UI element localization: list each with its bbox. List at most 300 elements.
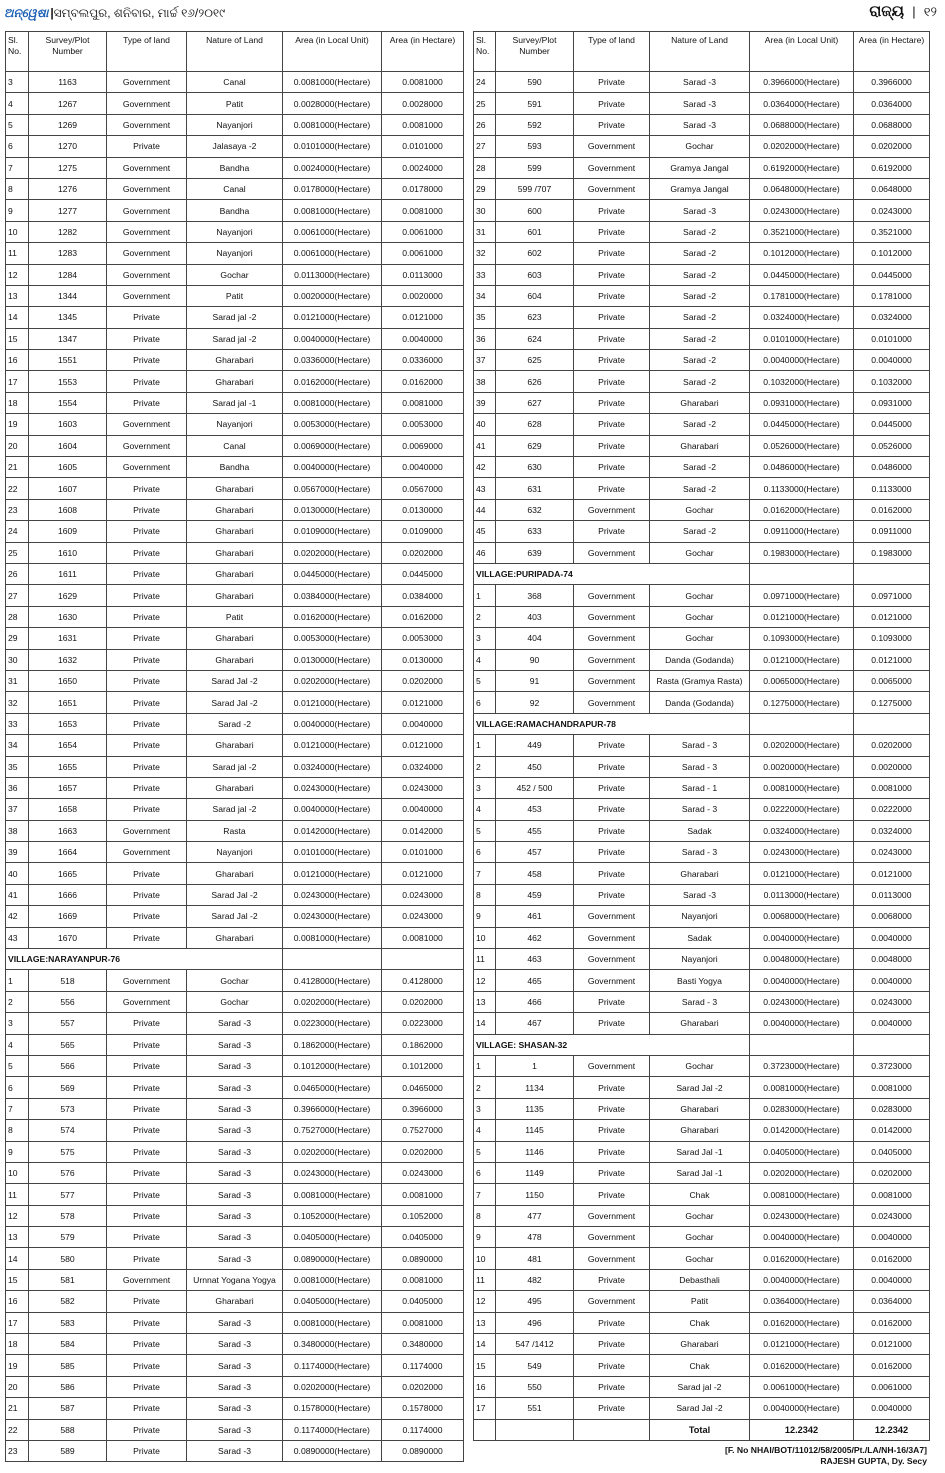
area-local-cell: 0.0065000(Hectare) (750, 670, 854, 691)
table-row (474, 136, 930, 157)
land-type-cell: Private (574, 756, 650, 777)
area-local-cell: 0.0931000(Hectare) (750, 392, 854, 413)
land-type-cell: Private (574, 200, 650, 221)
land-nature-cell: Danda (Godanda) (650, 649, 750, 670)
right-column (473, 31, 929, 1441)
area-local-cell: 0.0113000(Hectare) (283, 264, 382, 285)
area-local-cell: 0.0405000(Hectare) (283, 1291, 382, 1312)
plot-number-cell: 633 (496, 521, 574, 542)
sl-no-cell: 36 (474, 328, 496, 349)
area-hectare-cell: 0.0202000 (382, 670, 464, 691)
area-local-cell: 0.0121000(Hectare) (283, 692, 382, 713)
land-type-cell: Private (107, 136, 187, 157)
land-type-cell: Private (574, 1334, 650, 1355)
area-hectare-cell: 0.0364000 (854, 93, 930, 114)
table-row (474, 72, 930, 93)
land-nature-cell: Sarad -2 (650, 414, 750, 435)
sl-no-cell: 11 (6, 243, 29, 264)
plot-number-cell: 92 (496, 692, 574, 713)
sl-no-cell: 34 (474, 285, 496, 306)
area-hectare-cell: 0.0040000 (382, 713, 464, 734)
sl-no-cell: 3 (6, 72, 29, 93)
table-row (6, 1334, 464, 1355)
plot-number-cell: 1653 (29, 713, 107, 734)
header-area-hectare: Area (in Hectare) (382, 32, 464, 72)
sl-no-cell: 6 (474, 1162, 496, 1183)
land-nature-cell: Sarad -3 (187, 1184, 283, 1205)
land-type-cell: Private (107, 756, 187, 777)
sl-no-cell: 2 (474, 1077, 496, 1098)
land-nature-cell: Patit (187, 606, 283, 627)
table-row (6, 1055, 464, 1076)
sl-no-cell: 32 (6, 692, 29, 713)
land-nature-cell: Gharabari (650, 392, 750, 413)
area-local-cell: 0.4128000(Hectare) (283, 970, 382, 991)
land-nature-cell: Gharabari (187, 563, 283, 584)
plot-number-cell: 1603 (29, 414, 107, 435)
area-local-cell: 0.0081000(Hectare) (283, 1269, 382, 1290)
land-nature-cell: Sarad - 3 (650, 735, 750, 756)
area-local-cell: 0.1174000(Hectare) (283, 1419, 382, 1440)
area-hectare-cell: 0.0178000 (382, 178, 464, 199)
area-local-cell: 0.0202000(Hectare) (283, 991, 382, 1012)
area-local-cell: 0.1174000(Hectare) (283, 1355, 382, 1376)
area-local-cell: 0.0283000(Hectare) (750, 1098, 854, 1119)
sl-no-cell: 42 (6, 906, 29, 927)
table-row (474, 328, 930, 349)
area-local-cell: 0.0202000(Hectare) (750, 136, 854, 157)
table-row (6, 692, 464, 713)
table-row (474, 1205, 930, 1226)
area-hectare-cell: 0.1093000 (854, 628, 930, 649)
land-type-cell: Private (107, 628, 187, 649)
page-number-separator: | (912, 4, 916, 19)
land-type-cell: Government (107, 991, 187, 1012)
sl-no-cell: 27 (474, 136, 496, 157)
plot-number-cell: 518 (29, 970, 107, 991)
sl-no-cell: 11 (474, 1269, 496, 1290)
sl-no-cell: 41 (474, 435, 496, 456)
table-row (6, 756, 464, 777)
sl-no-cell: 10 (6, 1162, 29, 1183)
sl-no-cell: 10 (474, 927, 496, 948)
table-row (6, 478, 464, 499)
table-row (474, 285, 930, 306)
area-hectare-cell: 0.0162000 (382, 606, 464, 627)
area-hectare-cell: 0.0162000 (854, 1312, 930, 1333)
land-type-cell: Private (107, 1184, 187, 1205)
area-local-cell: 0.0162000(Hectare) (750, 1248, 854, 1269)
land-type-cell: Private (107, 927, 187, 948)
sl-no-cell: 42 (474, 457, 496, 478)
area-local-cell: 0.3480000(Hectare) (283, 1334, 382, 1355)
table-body-left (6, 72, 464, 1462)
table-row (6, 200, 464, 221)
land-nature-cell: Sarad -2 (187, 713, 283, 734)
land-nature-cell: Gharabari (187, 478, 283, 499)
land-type-cell: Private (107, 585, 187, 606)
land-nature-cell: Gramya Jangal (650, 157, 750, 178)
land-nature-cell: Gharabari (187, 1291, 283, 1312)
plot-number-cell: 450 (496, 756, 574, 777)
land-type-cell: Private (107, 1205, 187, 1226)
land-type-cell: Government (107, 72, 187, 93)
land-type-cell: Government (574, 136, 650, 157)
table-row (6, 221, 464, 242)
sl-no-cell: 12 (474, 1291, 496, 1312)
table-row (6, 628, 464, 649)
land-type-cell: Private (574, 735, 650, 756)
plot-number-cell: 1135 (496, 1098, 574, 1119)
area-local-cell: 0.0648000(Hectare) (750, 178, 854, 199)
land-type-cell: Private (107, 1312, 187, 1333)
table-row (6, 1248, 464, 1269)
sl-no-cell: 31 (474, 221, 496, 242)
sl-no-cell: 38 (6, 820, 29, 841)
plot-number-cell: 1669 (29, 906, 107, 927)
land-type-cell: Private (107, 1334, 187, 1355)
land-type-cell: Private (107, 1441, 187, 1462)
table-row (474, 1248, 930, 1269)
village-heading-row (474, 563, 930, 584)
land-nature-cell: Nayanjori (650, 906, 750, 927)
area-local-cell: 0.0445000(Hectare) (750, 264, 854, 285)
sl-no-cell: 14 (474, 1334, 496, 1355)
land-nature-cell: Urnnat Yogana Yogya (187, 1269, 283, 1290)
land-type-cell: Private (574, 1120, 650, 1141)
area-hectare-cell: 0.0081000 (382, 114, 464, 135)
land-type-cell: Private (574, 243, 650, 264)
area-local-cell: 0.0202000(Hectare) (750, 735, 854, 756)
land-type-cell: Private (107, 777, 187, 798)
land-nature-cell: Gharabari (187, 521, 283, 542)
sl-no-cell: 9 (474, 1227, 496, 1248)
area-local-cell: 0.0465000(Hectare) (283, 1077, 382, 1098)
sl-no-cell: 5 (474, 820, 496, 841)
plot-number-cell: 624 (496, 328, 574, 349)
land-nature-cell: Gharabari (650, 1334, 750, 1355)
land-nature-cell: Nayanjori (187, 842, 283, 863)
area-hectare-cell: 0.0364000 (854, 1291, 930, 1312)
land-type-cell: Government (107, 221, 187, 242)
land-nature-cell: Gochar (650, 1055, 750, 1076)
area-hectare-cell: 0.0040000 (382, 799, 464, 820)
land-nature-cell: Sarad -3 (187, 1141, 283, 1162)
table-row (6, 585, 464, 606)
area-hectare-cell: 0.4128000 (382, 970, 464, 991)
land-nature-cell: Chak (650, 1312, 750, 1333)
land-type-cell: Government (107, 457, 187, 478)
land-nature-cell: Sarad -3 (187, 1077, 283, 1098)
sl-no-cell: 10 (6, 221, 29, 242)
land-nature-cell: Gochar (650, 499, 750, 520)
sl-no-cell: 3 (474, 777, 496, 798)
area-local-cell: 0.0364000(Hectare) (750, 93, 854, 114)
empty-cell (574, 1419, 650, 1440)
land-type-cell: Private (574, 93, 650, 114)
plot-number-cell: 573 (29, 1098, 107, 1119)
area-hectare-cell: 0.0081000 (382, 1312, 464, 1333)
plot-number-cell: 551 (496, 1398, 574, 1419)
land-nature-cell: Nayanjori (187, 221, 283, 242)
land-nature-cell: Patit (187, 93, 283, 114)
land-type-cell: Government (107, 178, 187, 199)
land-type-cell: Private (574, 285, 650, 306)
area-hectare-cell: 0.0405000 (382, 1227, 464, 1248)
land-type-cell: Government (574, 1227, 650, 1248)
header-nature-of-land: Nature of Land (187, 32, 283, 72)
land-type-cell: Private (107, 1419, 187, 1440)
area-local-cell: 0.0202000(Hectare) (283, 1141, 382, 1162)
sl-no-cell: 9 (6, 1141, 29, 1162)
plot-number-cell: 1665 (29, 863, 107, 884)
table-row (6, 157, 464, 178)
plot-number-cell: 569 (29, 1077, 107, 1098)
land-type-cell: Government (574, 692, 650, 713)
land-nature-cell: Sarad - 3 (650, 799, 750, 820)
plot-number-cell: 601 (496, 221, 574, 242)
sl-no-cell: 6 (474, 842, 496, 863)
plot-number-cell: 587 (29, 1398, 107, 1419)
land-nature-cell: Gharabari (187, 927, 283, 948)
area-hectare-cell: 0.0243000 (854, 1205, 930, 1226)
table-row (6, 136, 464, 157)
plot-number-cell: 550 (496, 1376, 574, 1397)
area-hectare-cell: 0.0121000 (854, 863, 930, 884)
land-type-cell: Private (574, 1013, 650, 1034)
sl-no-cell: 5 (474, 1141, 496, 1162)
sl-no-cell: 7 (474, 863, 496, 884)
land-type-cell: Private (574, 1098, 650, 1119)
table-row (6, 1077, 464, 1098)
plot-number-cell: 1658 (29, 799, 107, 820)
area-local-cell: 0.0040000(Hectare) (283, 713, 382, 734)
plot-number-cell: 628 (496, 414, 574, 435)
empty-cell (750, 563, 854, 584)
village-heading-row (474, 713, 930, 734)
land-nature-cell: Sarad -2 (650, 478, 750, 499)
land-type-cell: Private (574, 863, 650, 884)
area-hectare-cell: 0.0040000 (854, 1398, 930, 1419)
area-local-cell: 0.1781000(Hectare) (750, 285, 854, 306)
table-row (474, 435, 930, 456)
land-nature-cell: Sarad -2 (650, 328, 750, 349)
plot-number-cell: 582 (29, 1291, 107, 1312)
sl-no-cell: 15 (6, 328, 29, 349)
area-local-cell: 0.0061000(Hectare) (750, 1376, 854, 1397)
sl-no-cell: 8 (474, 884, 496, 905)
table-row (6, 563, 464, 584)
area-local-cell: 0.1983000(Hectare) (750, 542, 854, 563)
sl-no-cell: 41 (6, 884, 29, 905)
table-row (474, 521, 930, 542)
area-local-cell: 0.0567000(Hectare) (283, 478, 382, 499)
table-row (474, 1227, 930, 1248)
land-type-cell: Private (107, 649, 187, 670)
area-local-cell: 0.0061000(Hectare) (283, 243, 382, 264)
newspaper-logo: ଅନ୍ୱେଷା (4, 6, 49, 20)
sl-no-cell: 1 (474, 585, 496, 606)
masthead-right (869, 3, 937, 20)
land-type-cell: Private (574, 221, 650, 242)
table-row (6, 735, 464, 756)
plot-number-cell: 1611 (29, 563, 107, 584)
sl-no-cell: 21 (6, 1398, 29, 1419)
empty-cell (283, 949, 382, 970)
land-type-cell: Private (107, 692, 187, 713)
area-hectare-cell: 0.3966000 (382, 1098, 464, 1119)
table-row (6, 285, 464, 306)
table-row (6, 1162, 464, 1183)
sl-no-cell: 14 (6, 307, 29, 328)
plot-number-cell: 590 (496, 72, 574, 93)
land-nature-cell: Canal (187, 435, 283, 456)
plot-number-cell: 580 (29, 1248, 107, 1269)
village-heading-row (474, 1034, 930, 1055)
land-nature-cell: Sarad -2 (650, 371, 750, 392)
area-local-cell: 0.0020000(Hectare) (750, 756, 854, 777)
land-type-cell: Private (574, 371, 650, 392)
area-local-cell: 0.3521000(Hectare) (750, 221, 854, 242)
area-hectare-cell: 0.0081000 (854, 777, 930, 798)
left-column (5, 31, 463, 1462)
area-hectare-cell: 0.0384000 (382, 585, 464, 606)
sl-no-cell: 32 (474, 243, 496, 264)
sl-no-cell: 13 (6, 285, 29, 306)
land-nature-cell: Bandha (187, 457, 283, 478)
land-type-cell: Private (574, 414, 650, 435)
land-type-cell: Private (107, 542, 187, 563)
table-row (474, 1269, 930, 1290)
area-hectare-cell: 0.1862000 (382, 1034, 464, 1055)
sl-no-cell: 3 (6, 1013, 29, 1034)
sl-no-cell: 5 (474, 670, 496, 691)
table-row (474, 820, 930, 841)
land-nature-cell: Sarad -3 (187, 1398, 283, 1419)
land-nature-cell: Sarad jal -2 (187, 328, 283, 349)
land-nature-cell: Sarad jal -2 (187, 307, 283, 328)
plot-number-cell: 1344 (29, 285, 107, 306)
table-row (6, 1034, 464, 1055)
plot-number-cell: 1630 (29, 606, 107, 627)
plot-number-cell: 404 (496, 628, 574, 649)
land-type-cell: Government (107, 820, 187, 841)
land-type-cell: Government (574, 927, 650, 948)
area-local-cell: 0.6192000(Hectare) (750, 157, 854, 178)
sl-no-cell: 7 (6, 1098, 29, 1119)
land-type-cell: Government (107, 157, 187, 178)
land-nature-cell: Nayanjori (187, 114, 283, 135)
table-row (6, 499, 464, 520)
plot-number-cell: 602 (496, 243, 574, 264)
area-local-cell: 0.0336000(Hectare) (283, 350, 382, 371)
land-type-cell: Government (574, 1291, 650, 1312)
plot-number-cell: 1650 (29, 670, 107, 691)
land-nature-cell: Nayanjori (187, 414, 283, 435)
land-type-cell: Private (107, 371, 187, 392)
plot-number-cell: 630 (496, 457, 574, 478)
area-local-cell: 0.0243000(Hectare) (283, 884, 382, 905)
plot-number-cell: 557 (29, 1013, 107, 1034)
sl-no-cell: 6 (6, 1077, 29, 1098)
area-hectare-cell: 0.1032000 (854, 371, 930, 392)
land-type-cell: Private (574, 1376, 650, 1397)
plot-number-cell: 482 (496, 1269, 574, 1290)
area-hectare-cell: 0.0324000 (854, 307, 930, 328)
table-row (474, 991, 930, 1012)
area-local-cell: 0.0324000(Hectare) (750, 820, 854, 841)
land-type-cell: Private (574, 72, 650, 93)
sl-no-cell: 13 (6, 1227, 29, 1248)
table-row (474, 1334, 930, 1355)
sl-no-cell: 46 (474, 542, 496, 563)
area-hectare-cell: 0.0130000 (382, 649, 464, 670)
plot-number-cell: 581 (29, 1269, 107, 1290)
area-local-cell: 0.7527000(Hectare) (283, 1120, 382, 1141)
sl-no-cell: 11 (6, 1184, 29, 1205)
plot-number-cell: 466 (496, 991, 574, 1012)
plot-number-cell: 1670 (29, 927, 107, 948)
area-hectare-cell: 0.0040000 (854, 970, 930, 991)
land-type-cell: Private (107, 1398, 187, 1419)
land-type-cell: Private (107, 328, 187, 349)
area-hectare-cell: 0.0567000 (382, 478, 464, 499)
land-type-cell: Government (107, 93, 187, 114)
area-hectare-cell: 0.0688000 (854, 114, 930, 135)
table-row (6, 542, 464, 563)
area-local-cell: 0.0243000(Hectare) (750, 1205, 854, 1226)
land-nature-cell: Sarad -2 (650, 307, 750, 328)
area-local-cell: 0.0121000(Hectare) (283, 307, 382, 328)
area-local-cell: 0.0081000(Hectare) (283, 927, 382, 948)
land-type-cell: Private (107, 1098, 187, 1119)
land-nature-cell: Sarad -2 (650, 221, 750, 242)
table-row (474, 1291, 930, 1312)
land-type-cell: Government (574, 542, 650, 563)
land-type-cell: Private (107, 606, 187, 627)
area-hectare-cell: 0.0048000 (854, 949, 930, 970)
area-hectare-cell: 0.0081000 (382, 1184, 464, 1205)
plot-number-cell: 455 (496, 820, 574, 841)
table-row (474, 371, 930, 392)
area-local-cell: 0.1275000(Hectare) (750, 692, 854, 713)
area-hectare-cell: 0.0121000 (854, 606, 930, 627)
sl-no-cell: 6 (6, 136, 29, 157)
land-nature-cell: Sarad Jal -2 (650, 1077, 750, 1098)
plot-number-cell: 603 (496, 264, 574, 285)
table-row (474, 842, 930, 863)
table-row (6, 1120, 464, 1141)
area-hectare-cell: 0.0162000 (854, 1355, 930, 1376)
sl-no-cell: 12 (6, 1205, 29, 1226)
area-hectare-cell: 0.0081000 (382, 72, 464, 93)
land-nature-cell: Gochar (650, 628, 750, 649)
area-hectare-cell: 0.0202000 (382, 991, 464, 1012)
sl-no-cell: 21 (6, 457, 29, 478)
area-local-cell: 0.0048000(Hectare) (750, 949, 854, 970)
sl-no-cell: 27 (6, 585, 29, 606)
area-hectare-cell: 0.0081000 (382, 392, 464, 413)
land-type-cell: Private (107, 1055, 187, 1076)
plot-number-cell: 91 (496, 670, 574, 691)
table-row (6, 1227, 464, 1248)
table-row (474, 1162, 930, 1183)
area-hectare-cell: 0.0223000 (382, 1013, 464, 1034)
empty-cell (854, 563, 930, 584)
land-nature-cell: Basti Yogya (650, 970, 750, 991)
header-survey-plot-number: Survey/Plot Number (29, 32, 107, 72)
table-row (474, 478, 930, 499)
